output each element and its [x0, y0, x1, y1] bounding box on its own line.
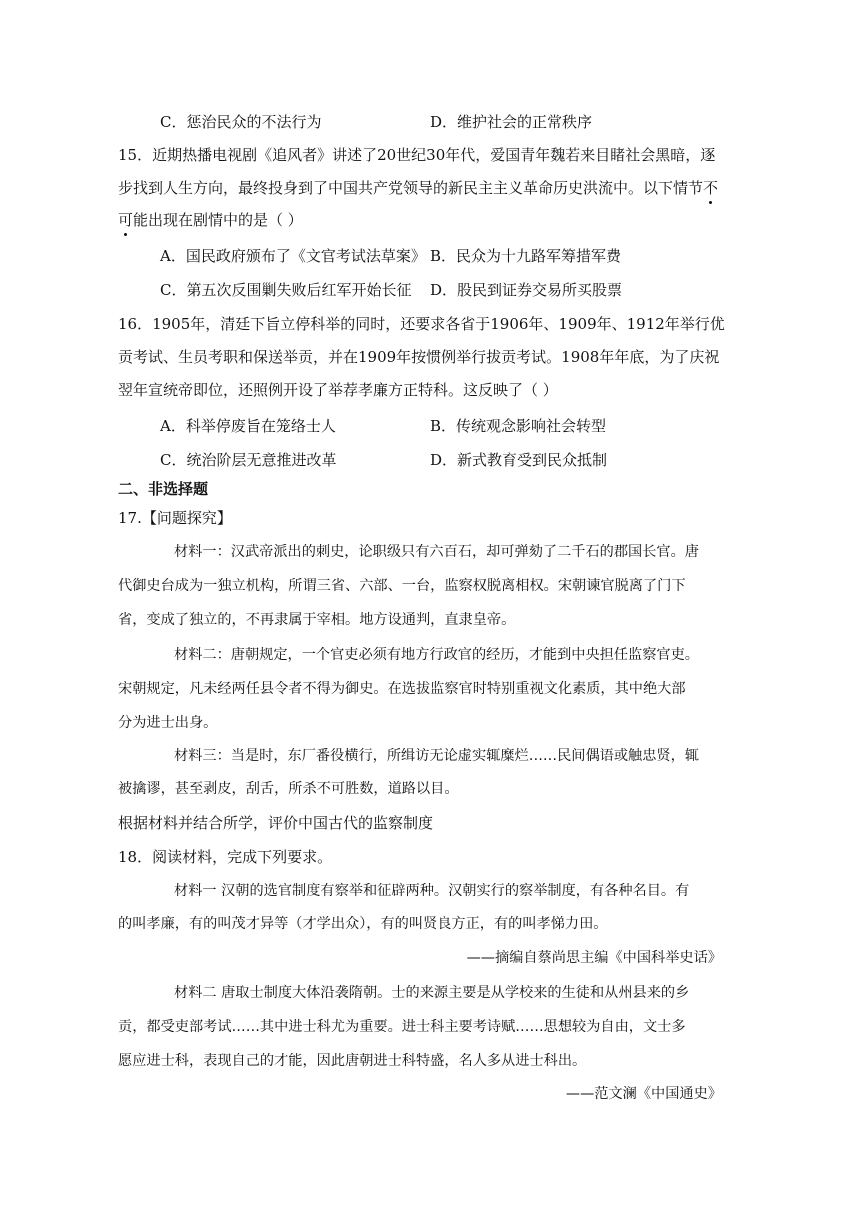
- q15-stem-line1: 15．近期热播电视剧《追风者》讲述了20世纪30年代，爱国青年魏若来目睹社会黑暗，逐: [118, 146, 716, 164]
- q17-material3-line2: 被擒谬，甚至剥皮，刮舌，所杀不可胜数，道路以目。: [118, 781, 459, 797]
- q18-material1-line1: 材料一 汉朝的选官制度有察举和征辟两种。汉朝实行的察举制度，有各种名目。有: [174, 883, 690, 899]
- q15-option-c: C．第五次反围剿失败后红军开始长征: [160, 281, 412, 299]
- q17-material1-line3: 省，变成了独立的，不再隶属于宰相。地方设通判，直隶皇帝。: [118, 612, 516, 628]
- q17-material1-line1: 材料一：汉武帝派出的刺史，论职级只有六百石，却可弹劾了二千石的郡国长官。唐: [174, 544, 699, 560]
- q14-option-d: D．维护社会的正常秩序: [430, 113, 593, 131]
- q16-stem-line3: 翌年宣统帝即位，还照例开设了举荐孝廉方正特科。这反映了（ ）: [118, 381, 558, 399]
- q16-stem-line2: 贡考试、生员考职和保送举贡，并在1909年按惯例举行拔贡考试。1908年年底，为了庆祝: [118, 348, 720, 366]
- q15-stem-line2: [118, 178, 718, 198]
- q18-material2-line2: 贡，都受吏部考试……其中进士科尤为重要。进士科主要考诗赋……思想较为自由，文士多: [118, 1019, 686, 1035]
- q14-option-c: C．惩治民众的不法行为: [160, 113, 322, 131]
- q16-option-a: A．科举停废旨在笼络士人: [160, 417, 336, 435]
- q16-stem-line1: 16．1905年，清廷下旨立停科举的同时，还要求各省于1906年、1909年、1912年举行优: [118, 315, 725, 333]
- q16-option-c: C．统治阶层无意推进改革: [160, 451, 337, 469]
- q15-stem-line3: [118, 210, 303, 230]
- q15-option-b: B．民众为十九路军筹措军费: [430, 247, 622, 265]
- section-heading: 二、非选择题: [118, 480, 209, 498]
- q18-title: 18．阅读材料，完成下列要求。: [118, 848, 333, 866]
- q15-option-d: D．股民到证券交易所买股票: [430, 281, 623, 299]
- q17-material3-line1: 材料三：当是时，东厂番役横行，所缉访无论虚实辄糜烂……民间偶语或触忠贤，辄: [174, 748, 699, 764]
- q15-option-a: A．国民政府颁布了《文官考试法草案》: [160, 247, 426, 265]
- q16-option-b: B．传统观念影响社会转型: [430, 417, 607, 435]
- q17-title: 17.【问题探究】: [118, 509, 232, 527]
- q17-material1-line2: 代御史台成为一独立机构，所谓三省、六部、一台，监察权脱离相权。宋朝谏官脱离了门下: [118, 578, 686, 594]
- q17-prompt: 根据材料并结合所学，评价中国古代的监察制度: [118, 814, 434, 832]
- q15-stem-line3-text: 能出现在剧情中的是（ ）: [133, 211, 303, 229]
- q18-material1-line2: 的叫孝廉，有的叫茂才异等（才学出众），有的叫贤良方正，有的叫孝悌力田。: [118, 916, 608, 932]
- q18-material2-source: ——范文澜《中国通史》: [565, 1086, 722, 1102]
- q16-option-d: D．新式教育受到民众抵制: [430, 451, 608, 469]
- q15-emphasis-char: 可: [118, 211, 134, 229]
- q15-stem-line2-text: 步找到人生方向，最终投身到了中国共产党领导的新民主主义革命历史洪流中。以下情节: [118, 179, 704, 197]
- q17-material2-line1: 材料二：唐朝规定，一个官吏必须有地方行政官的经历，才能到中央担任监察官吏。: [174, 647, 699, 663]
- q17-material2-line2: 宋朝规定，凡未经两任县令者不得为御史。在选拔监察官时特别重视文化素质，其中绝大部: [118, 681, 686, 697]
- q17-material2-line3: 分为进士出身。: [118, 715, 218, 731]
- q18-material2-line1: 材料二 唐取士制度大体沿袭隋朝。士的来源主要是从学校来的生徒和从州县来的乡: [174, 985, 690, 1001]
- q15-emphasis-char: 不: [703, 179, 719, 197]
- q18-material1-source: ——摘编自蔡尚思主编《中国科举史话》: [466, 950, 722, 966]
- q18-material2-line3: 愿应进士科，表现自己的才能，因此唐朝进士科特盛，名人多从进士科出。: [118, 1053, 587, 1069]
